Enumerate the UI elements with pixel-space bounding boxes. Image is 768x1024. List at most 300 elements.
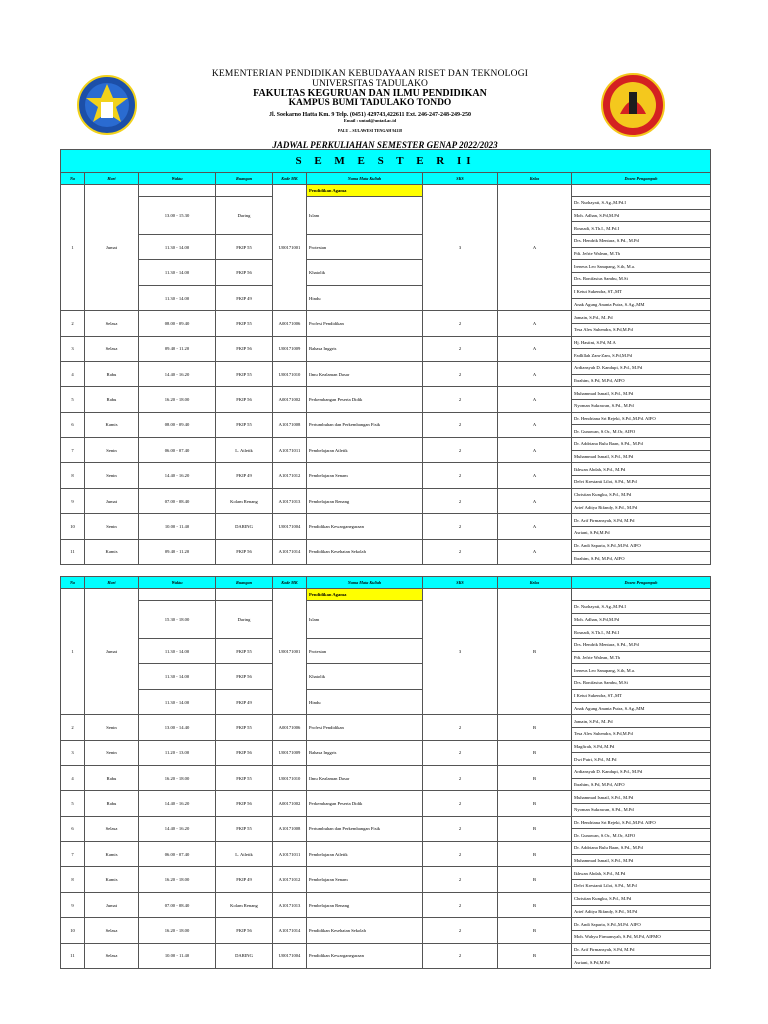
row-day: Rabu: [85, 361, 139, 386]
row-time-blank: [139, 185, 216, 197]
row-room: FKIP 55: [216, 639, 273, 664]
row-credits: 2: [423, 438, 498, 463]
table-row: [61, 816, 711, 829]
table-row: [61, 336, 711, 349]
col-header-waktu: Waktu: [139, 173, 216, 185]
table-row: [61, 867, 711, 880]
row-course-code: U00171010: [273, 765, 307, 790]
table-row: [61, 892, 711, 905]
row-time: 07.00 - 08.40: [139, 488, 216, 513]
row-course-code: U00171004: [273, 943, 307, 968]
row-course-code: A10171013: [273, 892, 307, 917]
col-header-dosen: Dosen Pengampuh: [572, 577, 711, 589]
row-day: Jumat: [85, 488, 139, 513]
row-credits: 2: [423, 867, 498, 892]
row-day: Selasa: [85, 816, 139, 841]
row-class: A: [498, 412, 572, 437]
row-credits: 2: [423, 816, 498, 841]
row-no: 1: [61, 185, 85, 311]
semester-title: S E M E S T E R II: [61, 150, 711, 173]
row-credits: 2: [423, 311, 498, 336]
col-header-kode: Kode MK: [273, 577, 307, 589]
lecturer-name: Ireneus Leo Sanapang, S.th, M.a.: [572, 260, 711, 273]
lecturer-name: Magfirah, S.Pd,.M.Pd: [572, 740, 711, 753]
col-header-kode: Kode MK: [273, 173, 307, 185]
untad-logo: [600, 72, 666, 138]
lecturer-name: Nyoman Sukrawan, S.Pd., M.Pd: [572, 804, 711, 817]
row-course-name: Protestan: [307, 235, 423, 260]
lecturer-name: Asriani, S.Pd,M.Pd: [572, 526, 711, 539]
table-row: [61, 285, 711, 298]
row-course-code: U00171001: [273, 589, 307, 715]
col-header-no: No: [61, 577, 85, 589]
row-room: FKIP 55: [216, 715, 273, 740]
lecturer-name: Dr. Hendriana Sri Rejeki, S.Pd.,M.Pd. AIFO: [572, 412, 711, 425]
row-room: FKIP 55: [216, 412, 273, 437]
row-class: A: [498, 438, 572, 463]
row-time: 13.00 - 15.30: [139, 197, 216, 235]
row-course-code: A10171011: [273, 842, 307, 867]
row-time: 08.00 - 09.40: [139, 311, 216, 336]
row-no: 6: [61, 412, 85, 437]
row-time: 16.20 - 18.00: [139, 867, 216, 892]
lecturer-name: Dwi Putri, S.Pd., M.Pd: [572, 753, 711, 766]
table-row: [61, 918, 711, 931]
row-course-name: Perkembangan Peserta Didik: [307, 387, 423, 412]
row-room: FKIP 56: [216, 918, 273, 943]
row-time: 09.40 - 11.20: [139, 336, 216, 361]
row-day: Kamis: [85, 867, 139, 892]
row-credits: 2: [423, 336, 498, 361]
row-time: 09.40 - 11.20: [139, 539, 216, 564]
row-class: B: [498, 918, 572, 943]
row-course-code: U00171010: [273, 361, 307, 386]
row-credits: 2: [423, 715, 498, 740]
row-day: Jumat: [85, 185, 139, 311]
table-row: [61, 791, 711, 804]
semester-row: [61, 150, 711, 173]
col-header-ruangan: Ruangan: [216, 577, 273, 589]
row-room: FKIP 49: [216, 463, 273, 488]
lecturer-name: I Ketut Sukendra, ST.,MT: [572, 689, 711, 702]
lecturer-name: Hj. Hastini, S.Pd, M.A: [572, 336, 711, 349]
table-row: [61, 689, 711, 702]
row-no: 7: [61, 438, 85, 463]
col-header-sks: SKS: [423, 577, 498, 589]
table-row: [61, 715, 711, 728]
col-header-no: No: [61, 173, 85, 185]
lecturer-name: Arief Aditya Rifandy, S.Pd., M.Pd: [572, 501, 711, 514]
lecturer-name: Christian Kungku, S.Pd., M.Pd: [572, 488, 711, 501]
row-no: 1: [61, 589, 85, 715]
row-time: 07.00 - 08.40: [139, 892, 216, 917]
col-header-hari: Hari: [85, 173, 139, 185]
row-course-name: Pendidikan Kewarganegaraan: [307, 514, 423, 539]
table-row: [61, 539, 711, 552]
table-row: [61, 488, 711, 501]
row-course-name: Pembelajaran Renang: [307, 488, 423, 513]
row-room: FKIP 55: [216, 235, 273, 260]
row-course-name: Profesi Pendidikan: [307, 715, 423, 740]
table-row: [61, 589, 711, 601]
row-course-code: A00171006: [273, 715, 307, 740]
table-row: [61, 197, 711, 210]
row-room-blank: [216, 589, 273, 601]
table-row: [61, 185, 711, 197]
lecturer-name: Ikhwan Abdah, S.Pd., M.Pd: [572, 867, 711, 880]
row-time: 11.30 - 14.00: [139, 260, 216, 285]
row-class: A: [498, 488, 572, 513]
row-class: A: [498, 387, 572, 412]
row-room: Daring: [216, 197, 273, 235]
lecturer-name: Jamain, S.Pd., M..Pd: [572, 311, 711, 324]
row-time: 08.00 - 09.40: [139, 412, 216, 437]
lecturer-name: Delvi Krestanti Liloi, S.Pd., M.Pd: [572, 476, 711, 489]
row-course-name: Bahasa Inggris: [307, 336, 423, 361]
table-row: [61, 311, 711, 324]
row-no: 11: [61, 539, 85, 564]
row-course-code: A10171014: [273, 539, 307, 564]
row-course-name: Khatolik: [307, 260, 423, 285]
lecturer-name: Drs. Hendrik Mentara, S.Pd., M.Pd: [572, 639, 711, 652]
row-time: 06.00 - 07.40: [139, 842, 216, 867]
row-course-name: Pembelajaran Atletik: [307, 438, 423, 463]
ministry-name: KEMENTERIAN PENDIDIKAN KEBUDAYAAN RISET DAN TEKNOLOGI: [211, 69, 529, 79]
row-no: 3: [61, 740, 85, 765]
row-day: Rabu: [85, 387, 139, 412]
row-time: 15.30 - 18.00: [139, 601, 216, 639]
row-credits: 3: [423, 589, 498, 715]
row-lecturer-blank: [572, 589, 711, 601]
row-course-code: U00171009: [273, 336, 307, 361]
row-day: Senin: [85, 463, 139, 488]
row-time: 06.00 - 07.40: [139, 438, 216, 463]
row-room: DARING: [216, 514, 273, 539]
table-row: [61, 664, 711, 677]
lecturer-name: I Ketut Sukendra, ST.,MT: [572, 285, 711, 298]
lecturer-name: Muhammad Ismail, S.Pd., M.Pd: [572, 387, 711, 400]
row-day: Kamis: [85, 842, 139, 867]
agama-label: Pendidikan Agama: [307, 185, 423, 197]
lecturer-name: Nyoman Sukrawan, S.Pd., M.Pd: [572, 400, 711, 413]
lecturer-name: Rosnadi, S.Th.I., M.Pd.I: [572, 222, 711, 235]
col-header-dosen: Dosen Pengampuh: [572, 173, 711, 185]
row-day: Selasa: [85, 918, 139, 943]
row-no: 5: [61, 387, 85, 412]
document-title: JADWAL PERKULIAHAN SEMESTER GENAP 2022/2023: [272, 140, 498, 150]
row-time: 16.20 - 18.00: [139, 918, 216, 943]
row-room: FKIP 49: [216, 867, 273, 892]
col-header-hari: Hari: [85, 577, 139, 589]
email: Email : untad@untad.ac.id: [343, 117, 397, 123]
table-row: [61, 639, 711, 652]
row-no: 11: [61, 943, 85, 968]
row-no: 3: [61, 336, 85, 361]
lecturer-name: Asriani, S.Pd,M.Pd: [572, 956, 711, 969]
lecturer-name: Drs. Bonifasius Sambu, M.Si: [572, 677, 711, 690]
table-row: [61, 260, 711, 273]
row-time: 11.20 - 13.00: [139, 740, 216, 765]
address: Jl. Soekarno Hatta Km. 9 Telp. (0451) 429743,422611 Ext. 246-247-248-249-250: [269, 111, 471, 118]
row-class: B: [498, 740, 572, 765]
row-room: FKIP 56: [216, 664, 273, 689]
lecturer-name: Muhammad Ismail, S.Pd., M.Pd: [572, 791, 711, 804]
row-class: B: [498, 816, 572, 841]
col-header-waktu: Waktu: [139, 577, 216, 589]
row-course-code: A00171006: [273, 311, 307, 336]
row-lecturer-blank: [572, 185, 711, 197]
row-time: 11.30 - 14.00: [139, 689, 216, 714]
city: PALU – SULAWESI TENGAH 94118: [337, 128, 403, 133]
lecturer-name: Ireneus Leo Sanapang, S.th, M.a.: [572, 664, 711, 677]
row-course-name: Hindu: [307, 285, 423, 310]
lecturer-name: Jamain, S.Pd., M..Pd: [572, 715, 711, 728]
row-class: A: [498, 311, 572, 336]
lecturer-name: Tesa Alex Suhendra, S.Pd,M.Pd: [572, 727, 711, 740]
lecturer-name: Dr. Nurhayati, S.Ag.,M.Pd.I: [572, 197, 711, 210]
row-room: Kolam Renang: [216, 892, 273, 917]
lecturer-name: Muhammad Ismail, S.Pd., M.Pd: [572, 450, 711, 463]
row-course-code: A10171013: [273, 488, 307, 513]
col-header-nama: Nama Mata Kuliah: [307, 577, 423, 589]
row-room: FKIP 56: [216, 539, 273, 564]
table-row: [61, 387, 711, 400]
col-header-sks: SKS: [423, 173, 498, 185]
col-header-nama: Nama Mata Kuliah: [307, 173, 423, 185]
lecturer-name: Rosnadi, S.Th.I., M.Pd.I: [572, 626, 711, 639]
row-credits: 2: [423, 765, 498, 790]
row-no: 8: [61, 463, 85, 488]
row-course-code: A10171014: [273, 918, 307, 943]
row-day: Jumat: [85, 589, 139, 715]
row-credits: 2: [423, 463, 498, 488]
column-header-row: [61, 577, 711, 589]
row-course-name: Pertumbuhan dan Perkembangan Fisik: [307, 816, 423, 841]
lecturer-name: Moh. Wahyu Firmansyah, S.Pd, M.Pd, AIFMO: [572, 930, 711, 943]
table-row: [61, 463, 711, 476]
row-course-name: Pembelajaran Atletik: [307, 842, 423, 867]
row-course-name: Protestan: [307, 639, 423, 664]
row-course-name: Ilmu Kealaman Dasar: [307, 765, 423, 790]
row-room: FKIP 56: [216, 740, 273, 765]
row-credits: 2: [423, 892, 498, 917]
row-time: 11.30 - 14.00: [139, 664, 216, 689]
lecturer-name: Ikhwan Abdah, S.Pd., M.Pd: [572, 463, 711, 476]
row-time: 13.00 - 14.40: [139, 715, 216, 740]
row-class: B: [498, 589, 572, 715]
row-no: 8: [61, 867, 85, 892]
row-class: A: [498, 539, 572, 564]
row-class: A: [498, 185, 572, 311]
row-course-code: A10171008: [273, 412, 307, 437]
table-row: [61, 361, 711, 374]
row-class: A: [498, 514, 572, 539]
row-class: B: [498, 943, 572, 968]
row-credits: 2: [423, 387, 498, 412]
row-time: 10.00 - 11.40: [139, 943, 216, 968]
row-course-name: Pembelajaran Senam: [307, 463, 423, 488]
row-credits: 2: [423, 514, 498, 539]
row-room: L. Atletik: [216, 842, 273, 867]
row-day: Senin: [85, 715, 139, 740]
row-course-name: Perkembangan Peserta Didik: [307, 791, 423, 816]
row-credits: 2: [423, 488, 498, 513]
table-row: [61, 943, 711, 956]
col-header-kelas: Kelas: [498, 577, 572, 589]
row-course-name: Pendidikan Kesehatan Sekolah: [307, 918, 423, 943]
row-class: A: [498, 361, 572, 386]
lecturer-name: Muhammad Ismail, S.Pd., M.Pd: [572, 854, 711, 867]
row-no: 10: [61, 514, 85, 539]
column-header-row: [61, 173, 711, 185]
row-class: B: [498, 765, 572, 790]
lecturer-name: Delvi Krestanti Liloi, S.Pd., M.Pd: [572, 880, 711, 893]
row-course-code: A00171002: [273, 387, 307, 412]
row-no: 5: [61, 791, 85, 816]
row-no: 4: [61, 765, 85, 790]
row-room: FKIP 56: [216, 336, 273, 361]
row-no: 9: [61, 488, 85, 513]
lecturer-name: Tesa Alex Suhendra, S.Pd,M.Pd: [572, 323, 711, 336]
lecturer-name: Anak Agung Ananta Putra, S.Ag.,MM: [572, 298, 711, 311]
agama-label: Pendidikan Agama: [307, 589, 423, 601]
row-room: FKIP 55: [216, 816, 273, 841]
row-class: B: [498, 892, 572, 917]
lecturer-name: Arief Aditya Rifandy, S.Pd., M.Pd: [572, 905, 711, 918]
row-day: Kamis: [85, 412, 139, 437]
row-course-name: Khatolik: [307, 664, 423, 689]
table-row: [61, 235, 711, 248]
row-day: Selasa: [85, 311, 139, 336]
row-day: Selasa: [85, 336, 139, 361]
row-time: 11.30 - 14.00: [139, 285, 216, 310]
row-course-name: Pendidikan Kewarganegaraan: [307, 943, 423, 968]
row-credits: 2: [423, 539, 498, 564]
row-credits: 2: [423, 918, 498, 943]
table-row: [61, 842, 711, 855]
row-no: 4: [61, 361, 85, 386]
row-credits: 2: [423, 412, 498, 437]
row-day: Rabu: [85, 765, 139, 790]
table-row: [61, 514, 711, 527]
row-day: Rabu: [85, 791, 139, 816]
row-class: B: [498, 791, 572, 816]
row-day: Jumat: [85, 892, 139, 917]
lecturer-name: Fadlillah Zam-Zam, S.Pd,M.Pd: [572, 349, 711, 362]
row-room: DARING: [216, 943, 273, 968]
row-time: 11.30 - 14.00: [139, 639, 216, 664]
row-no: 2: [61, 311, 85, 336]
lecturer-name: Dr. Gunawan, S.Or., M.Or, AIFO: [572, 425, 711, 438]
row-class: B: [498, 715, 572, 740]
row-time: 14.40 - 16.20: [139, 361, 216, 386]
row-course-name: Bahasa Inggris: [307, 740, 423, 765]
faculty-name: FAKULTAS KEGURUAN DAN ILMU PENDIDIKAN: [253, 88, 487, 99]
row-course-name: Islam: [307, 601, 423, 639]
row-time: 14.40 - 16.20: [139, 816, 216, 841]
lecturer-name: Moh. Adhan, S.Pd,M.Pd: [572, 613, 711, 626]
row-course-code: A00171002: [273, 791, 307, 816]
row-time: 16.20 - 18.00: [139, 387, 216, 412]
row-course-name: Islam: [307, 197, 423, 235]
lecturer-name: Dr. Hendriana Sri Rejeki, S.Pd.,M.Pd. AIFO: [572, 816, 711, 829]
row-room: Daring: [216, 601, 273, 639]
row-room: FKIP 55: [216, 765, 273, 790]
letterhead-text: [145, 70, 595, 133]
table-row: [61, 601, 711, 614]
row-time: 14.40 - 16.20: [139, 463, 216, 488]
row-day: Kamis: [85, 539, 139, 564]
row-time: 16.20 - 18.00: [139, 765, 216, 790]
lecturer-name: Dr. Andi Saparia, S.Pd.,M.Pd. AIFO: [572, 539, 711, 552]
lecturer-name: Moh. Adhan, S.Pd,M.Pd: [572, 209, 711, 222]
row-course-name: Pembelajaran Senam: [307, 867, 423, 892]
lecturer-name: Pdt. Jefrie Walean, M.Th: [572, 247, 711, 260]
table-row: [61, 740, 711, 753]
row-credits: 2: [423, 791, 498, 816]
row-room: FKIP 56: [216, 387, 273, 412]
row-room: FKIP 56: [216, 791, 273, 816]
lecturer-name: Pdt. Jefrie Walean, M.Th: [572, 651, 711, 664]
row-room-blank: [216, 185, 273, 197]
table-row: [61, 765, 711, 778]
row-course-name: Profesi Pendidikan: [307, 311, 423, 336]
row-class: B: [498, 842, 572, 867]
row-room: L. Atletik: [216, 438, 273, 463]
lecturer-name: Dr. Arif Firmansyah, S.Pd, M.Pd: [572, 943, 711, 956]
row-room: FKIP 55: [216, 311, 273, 336]
lecturer-name: Ardiansyah D. Kandupi, S.Pd., M.Pd: [572, 361, 711, 374]
row-credits: 2: [423, 842, 498, 867]
row-course-code: A10171012: [273, 867, 307, 892]
schedule-table-class-b: [60, 576, 711, 969]
row-course-name: Pembelajaran Renang: [307, 892, 423, 917]
row-course-name: Hindu: [307, 689, 423, 714]
row-no: 7: [61, 842, 85, 867]
col-header-ruangan: Ruangan: [216, 173, 273, 185]
row-class: A: [498, 463, 572, 488]
row-course-code: U00171009: [273, 740, 307, 765]
row-no: 6: [61, 816, 85, 841]
lecturer-name: Ardiansyah D. Kandupi, S.Pd., M.Pd: [572, 765, 711, 778]
row-course-name: Ilmu Kealaman Dasar: [307, 361, 423, 386]
campus-name: KAMPUS BUMI TADULAKO TONDO: [288, 98, 452, 108]
lecturer-name: Dr. Nurhayati, S.Ag.,M.Pd.I: [572, 601, 711, 614]
row-time: 11.30 - 14.00: [139, 235, 216, 260]
row-credits: 2: [423, 740, 498, 765]
lecturer-name: Dr. Addriana Bulu Baan, S.Pd., M.Pd: [572, 438, 711, 451]
row-room: FKIP 49: [216, 285, 273, 310]
row-day: Senin: [85, 514, 139, 539]
row-credits: 2: [423, 361, 498, 386]
row-no: 10: [61, 918, 85, 943]
lecturer-name: Dr. Arif Firmansyah, S.Pd, M.Pd: [572, 514, 711, 527]
lecturer-name: Drs. Bonifasius Sambu, M.Si: [572, 273, 711, 286]
lecturer-name: Ibrahim, S.Pd, M.Pd, AIFO: [572, 374, 711, 387]
row-course-code: U00171001: [273, 185, 307, 311]
row-day: Senin: [85, 740, 139, 765]
lecturer-name: Ibrahim, S.Pd, M.Pd, AIFO: [572, 552, 711, 565]
row-course-code: A10171011: [273, 438, 307, 463]
row-class: A: [498, 336, 572, 361]
row-course-code: U00171004: [273, 514, 307, 539]
lecturer-name: Christian Kungku, S.Pd., M.Pd: [572, 892, 711, 905]
row-no: 2: [61, 715, 85, 740]
lecturer-name: Anak Agung Ananta Putra, S.Ag.,MM: [572, 702, 711, 715]
table-row: [61, 438, 711, 451]
col-header-kelas: Kelas: [498, 173, 572, 185]
row-course-name: Pendidikan Kesehatan Sekolah: [307, 539, 423, 564]
